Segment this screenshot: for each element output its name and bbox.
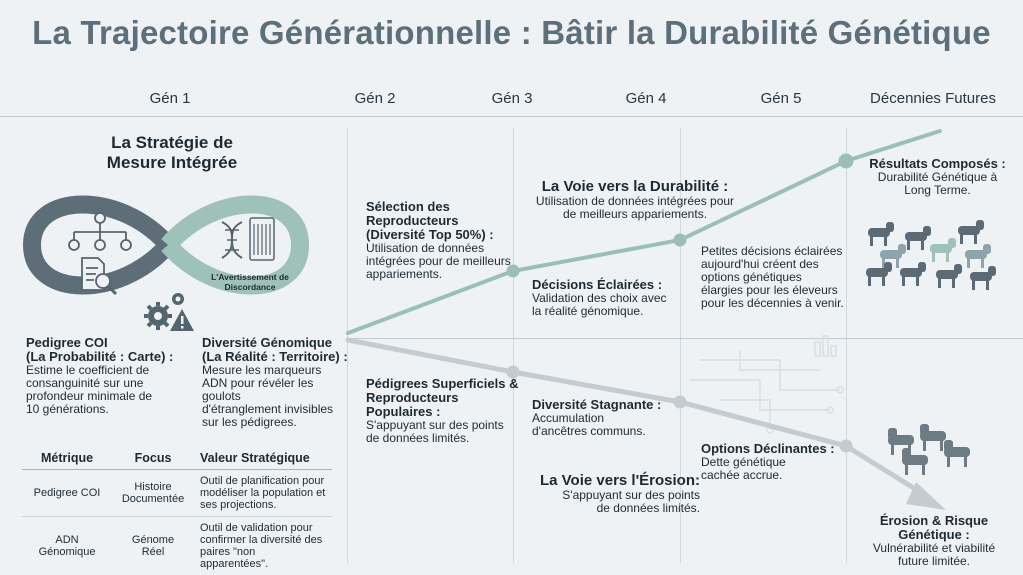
durability-path-line: de meilleurs appariements. xyxy=(520,208,750,221)
durability-path-title: La Voie vers la Durabilité : xyxy=(520,178,750,195)
stagnant-diversity-line: Accumulation xyxy=(532,412,682,425)
cell-line: confirmer la diversité des xyxy=(200,534,326,546)
erosion-path-block xyxy=(520,472,700,515)
metrics-table xyxy=(22,447,332,575)
genomic-diversity-line: sur les pédigrees. xyxy=(202,416,352,429)
genomic-diversity-line: goulots xyxy=(202,390,352,403)
cell-line: Outil de planification pour xyxy=(200,475,326,487)
cell-line: ADN xyxy=(28,534,106,546)
informed-decisions-title: Décisions Éclairées : xyxy=(532,278,682,292)
genomic-diversity-line: Mesure les marqueurs xyxy=(202,364,352,377)
pedigree-coi-line: 10 générations. xyxy=(26,403,196,416)
table-cell xyxy=(112,517,194,575)
declining-options-title: Options Déclinantes : xyxy=(701,442,851,456)
pedigree-coi-title: Pedigree COI xyxy=(26,336,196,350)
table-header: Valeur Stratégique xyxy=(194,447,332,470)
genomic-diversity-line: ADN pour révéler les xyxy=(202,377,352,390)
stagnant-diversity-line: d'ancêtres communs. xyxy=(532,425,682,438)
cell-line: Documentée xyxy=(118,493,188,505)
warning-label-line: L'Avertissement de xyxy=(200,272,300,282)
cell-line: Génome xyxy=(118,534,188,546)
gen-1-label: Gén 1 xyxy=(100,90,240,107)
breeder-selection-line: intégrées pour de meilleurs xyxy=(366,255,516,268)
strategy-title xyxy=(72,133,272,173)
durability-path-block xyxy=(520,178,750,221)
pedigree-coi-line: Estime le coefficient de xyxy=(26,364,196,377)
pedigree-coi-line: consanguinité sur une xyxy=(26,377,196,390)
genomic-diversity-title: Diversité Génomique xyxy=(202,336,352,350)
future-decades-label: Décennies Futures xyxy=(853,90,1013,107)
cell-line: modéliser la population et xyxy=(200,487,326,499)
breeder-selection-title: (Diversité Top 50%) : xyxy=(366,228,516,242)
genomic-diversity-line: d'étranglement invisibles xyxy=(202,403,352,416)
pedigree-coi-line: profondeur minimale de xyxy=(26,390,196,403)
gen-3-label: Gén 3 xyxy=(442,90,582,107)
compound-results-block xyxy=(860,157,1015,197)
table-header: Focus xyxy=(112,447,194,470)
small-decisions-line: options génétiques xyxy=(701,271,851,284)
table-row xyxy=(22,470,332,517)
compound-results-line: Durabilité Génétique à xyxy=(860,171,1015,184)
small-decisions-block xyxy=(701,245,851,310)
dog-pack-eroded-icon xyxy=(888,424,970,475)
erosion-risk-title: Érosion & Risque Génétique : xyxy=(848,514,1020,542)
declining-options-line: cachée accrue. xyxy=(701,469,851,482)
cell-line: paires "non apparentées". xyxy=(200,546,326,570)
strategy-title-line: Mesure Intégrée xyxy=(72,153,272,173)
declining-options-line: Dette génétique xyxy=(701,456,851,469)
stagnant-diversity-block xyxy=(532,398,682,438)
gen-4-label: Gén 4 xyxy=(576,90,716,107)
table-cell xyxy=(22,470,112,517)
pedigree-coi-subtitle: (La Probabilité : Carte) : xyxy=(26,350,196,364)
pedigree-coi-block xyxy=(26,336,196,416)
path-node xyxy=(674,234,687,247)
erosion-path-line: de données limités. xyxy=(520,502,700,515)
breeder-selection-line: appariements. xyxy=(366,268,516,281)
superficial-pedigrees-line: de données limités. xyxy=(366,432,526,445)
warning-label-line: Discordance xyxy=(200,282,300,292)
table-cell xyxy=(22,517,112,575)
data-panel-icon xyxy=(250,218,274,260)
table-header: Métrique xyxy=(22,447,112,470)
superficial-pedigrees-title: Pédigrees Superficiels & xyxy=(366,377,526,391)
circuit-background-icon xyxy=(690,336,843,433)
informed-decisions-block xyxy=(532,278,682,318)
path-node xyxy=(839,154,854,169)
strategy-title-line: La Stratégie de xyxy=(72,133,272,153)
table-row xyxy=(22,517,332,575)
superficial-pedigrees-block xyxy=(366,377,526,445)
genomic-diversity-subtitle: (La Réalité : Territoire) : xyxy=(202,350,352,364)
cell-line: Réel xyxy=(118,546,188,558)
superficial-pedigrees-title: Reproducteurs Populaires : xyxy=(366,391,526,419)
small-decisions-line: Petites décisions éclairées xyxy=(701,245,851,258)
compound-results-title: Résultats Composés : xyxy=(860,157,1015,171)
cell-line: Outil de validation pour xyxy=(200,522,326,534)
genomic-diversity-block xyxy=(202,336,352,429)
breeder-selection-title: Reproducteurs xyxy=(366,214,516,228)
table-cell xyxy=(194,517,332,575)
informed-decisions-line: Validation des choix avec xyxy=(532,292,682,305)
erosion-path-line: S'appuyant sur des points xyxy=(520,489,700,502)
cell-line: Histoire xyxy=(118,481,188,493)
compound-results-line: Long Terme. xyxy=(860,184,1015,197)
table-cell xyxy=(112,470,194,517)
breeder-selection-block xyxy=(366,200,516,281)
breeder-selection-title: Sélection des xyxy=(366,200,516,214)
erosion-risk-block xyxy=(848,514,1020,568)
table-header-row xyxy=(22,447,332,470)
warning-icon xyxy=(170,309,194,331)
gen-5-label: Gén 5 xyxy=(711,90,851,107)
dna-icon xyxy=(222,222,242,258)
erosion-risk-line: Vulnérabilité et viabilité xyxy=(848,542,1020,555)
table-cell xyxy=(194,470,332,517)
superficial-pedigrees-line: S'appuyant sur des points xyxy=(366,419,526,432)
page-title: La Trajectoire Générationnelle : Bâtir la Durabilité Génétique xyxy=(0,14,1023,52)
breeder-selection-line: Utilisation de données xyxy=(366,242,516,255)
durability-path-line: Utilisation de données intégrées pour xyxy=(520,195,750,208)
cell-line: ses projections. xyxy=(200,499,326,511)
small-decisions-line: aujourd'hui créent des xyxy=(701,258,851,271)
erosion-path-title: La Voie vers l'Érosion: xyxy=(520,472,700,489)
gen-2-label: Gén 2 xyxy=(305,90,445,107)
stagnant-diversity-title: Diversité Stagnante : xyxy=(532,398,682,412)
warning-label xyxy=(200,272,300,292)
declining-options-block xyxy=(701,442,851,482)
small-decisions-line: élargies pour les éleveurs xyxy=(701,284,851,297)
cell-line: Génomique xyxy=(28,546,106,558)
informed-decisions-line: la réalité génomique. xyxy=(532,305,682,318)
erosion-risk-line: future limitée. xyxy=(848,555,1020,568)
dog-pack-healthy-icon xyxy=(866,220,996,290)
cell-line: Pedigree COI xyxy=(28,487,106,499)
small-decisions-line: pour les décennies à venir. xyxy=(701,297,851,310)
